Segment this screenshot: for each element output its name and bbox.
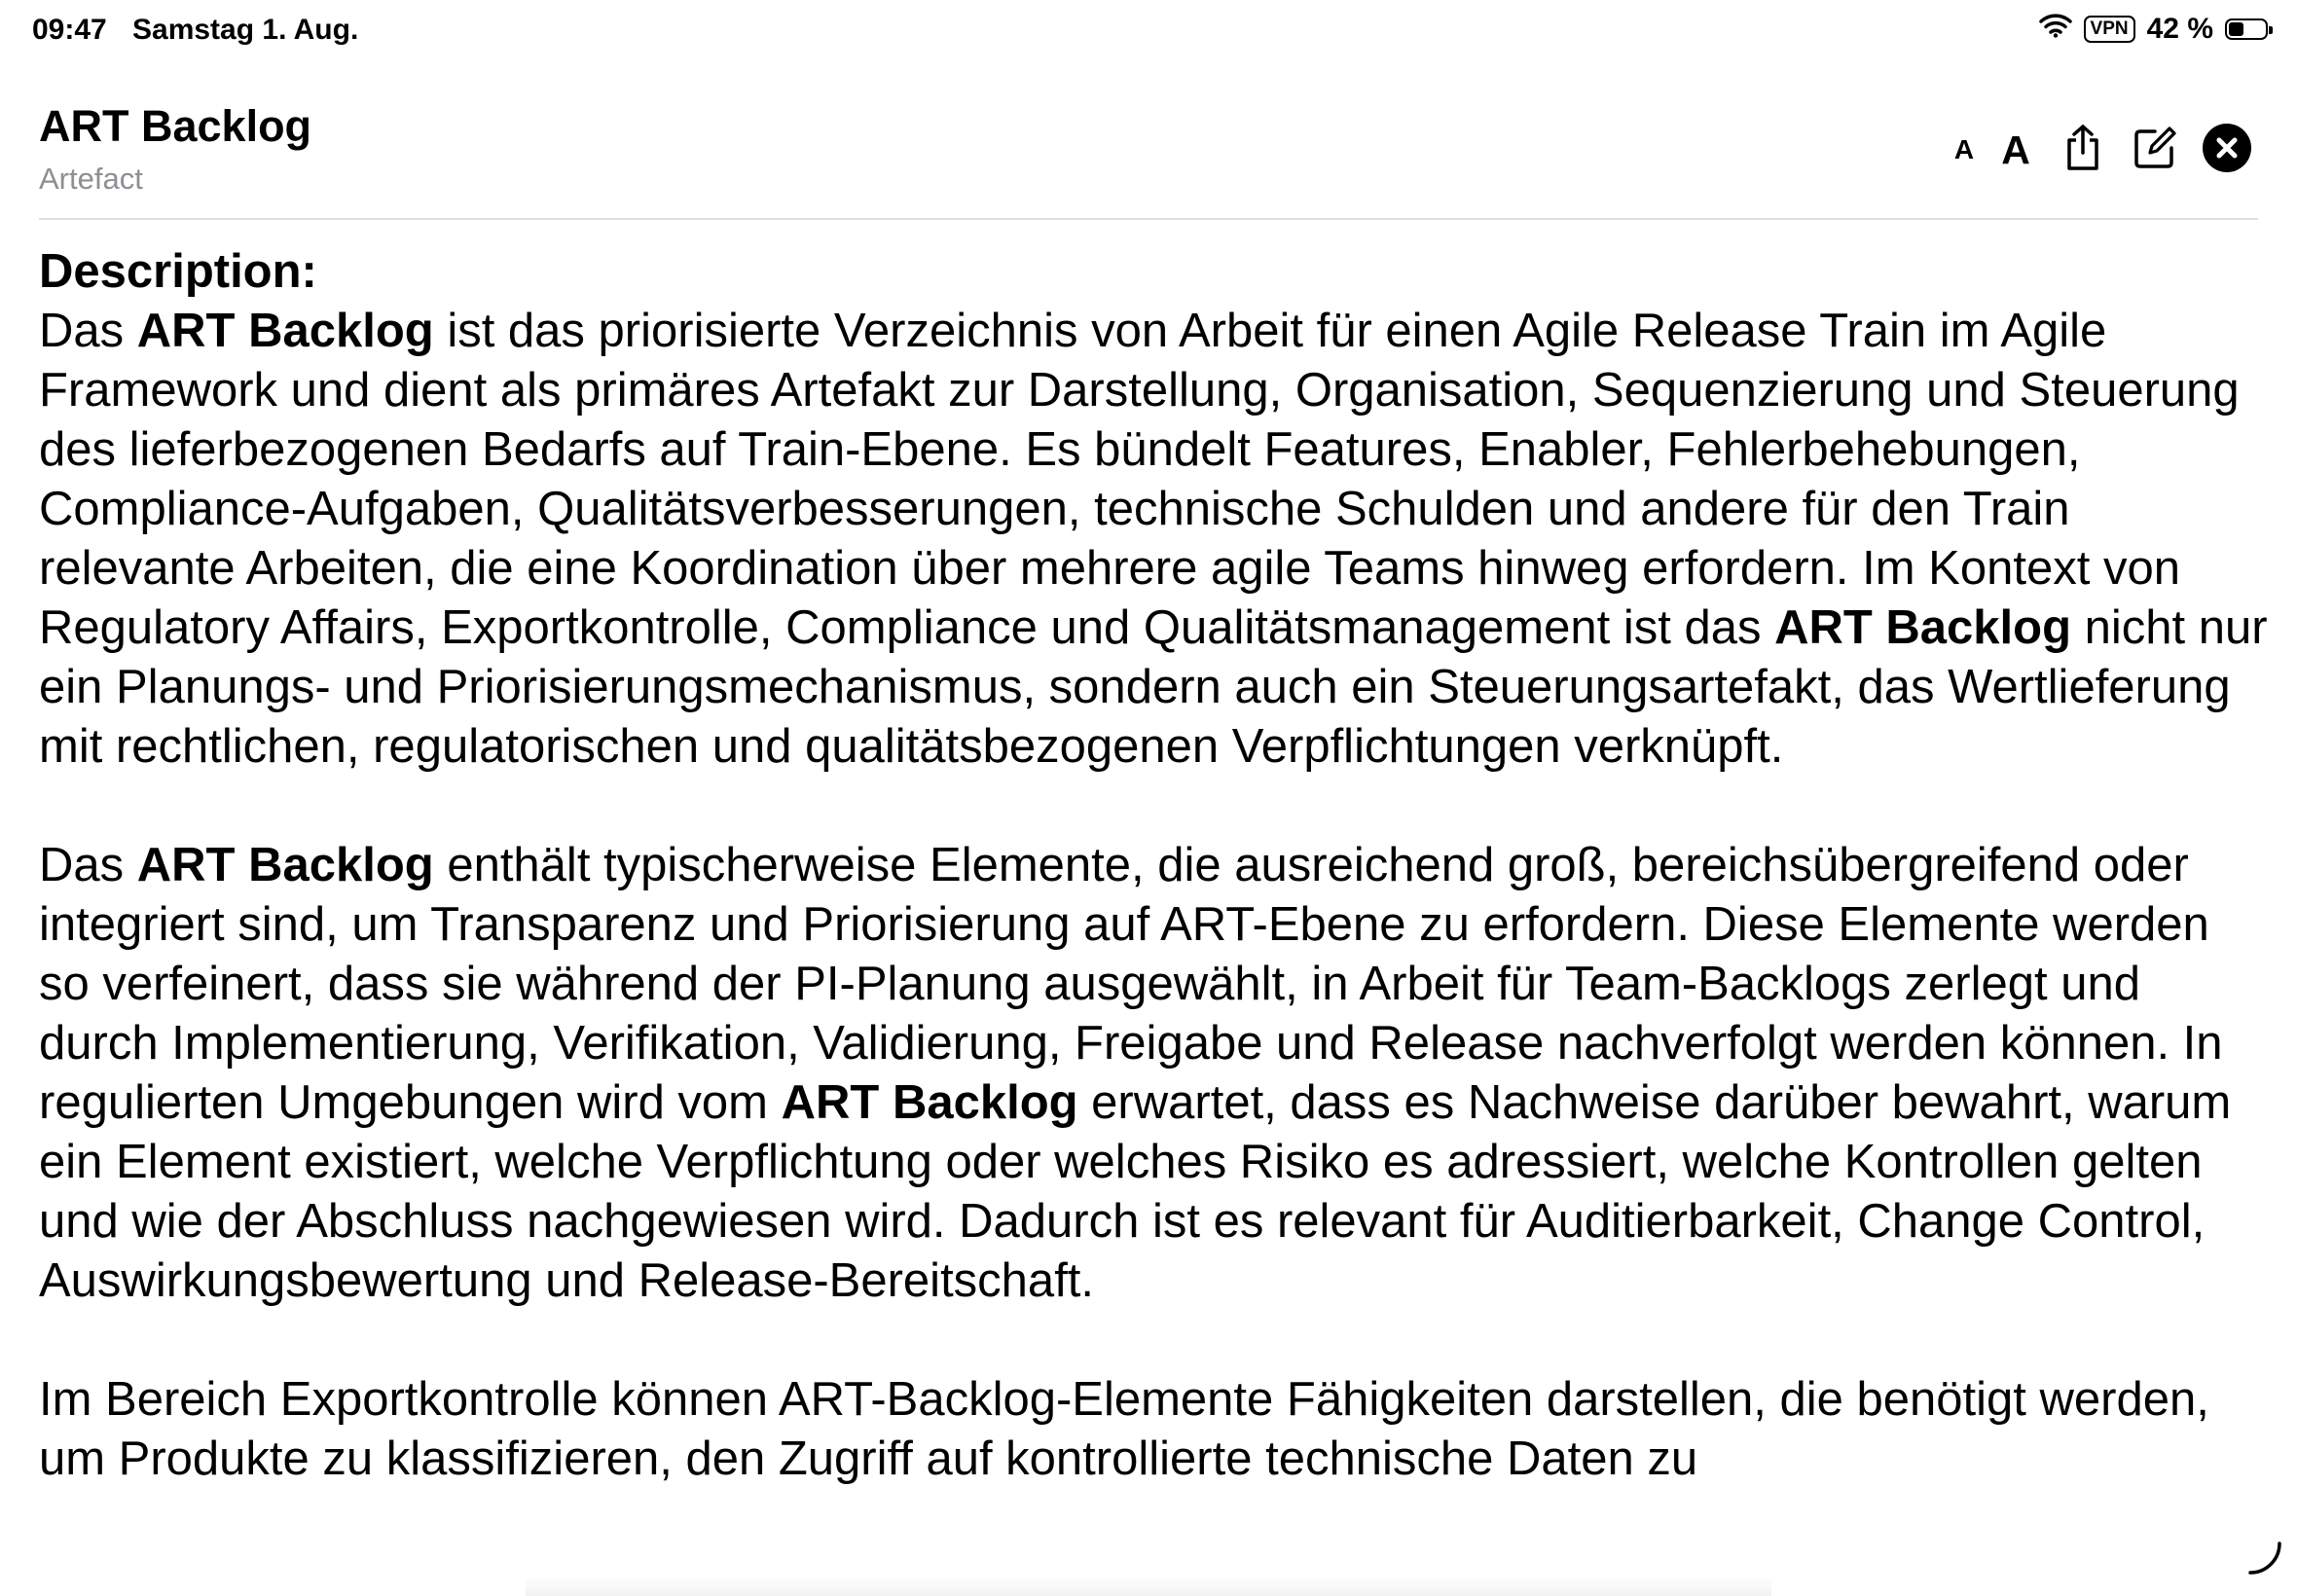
decrease-font-button[interactable]: A: [1953, 134, 1975, 164]
home-indicator: [526, 1577, 1771, 1596]
header-divider: [39, 218, 2258, 220]
paragraph-text: nicht nur ein Planungs- und Priorisierungsmechanismus, sondern auch ein Steuerungsartefakt, das Wertlieferung mit rechtlichen, regulatorischen und qualitätsbezogenen Verpflichtungen verknüpft.: [39, 601, 2268, 773]
document-content: [39, 241, 2268, 1511]
description-paragraph: [39, 836, 2268, 1311]
paragraph-text: Das: [39, 305, 137, 357]
loading-spinner-icon: [2246, 1540, 2281, 1579]
increase-font-button[interactable]: A: [2001, 127, 2030, 172]
battery-icon: [2225, 18, 2268, 40]
paragraph-text: erwartet, dass es Nachweise darüber bewahrt, warum ein Element existiert, welche Verpflichtung oder welches Risiko es adressiert, welche Kontrollen gelten und wie der Abschluss nachgewiesen wird. Dadurch ist es relevant für Auditierbarkeit, Change Control, Auswirkungsbewertung und Release-Bereitschaft.: [39, 1076, 2232, 1307]
vpn-badge: VPN: [2084, 16, 2135, 43]
share-icon: [2062, 124, 2103, 177]
close-icon: [2203, 124, 2251, 177]
description-paragraph: [39, 1370, 2268, 1489]
document-header: [39, 99, 311, 199]
paragraph-text: Das: [39, 839, 137, 891]
battery-level: [2229, 22, 2243, 36]
term-highlight: ART Backlog: [1774, 601, 2072, 654]
battery-percent: 42 %: [2146, 13, 2213, 45]
term-highlight: ART Backlog: [781, 1076, 1078, 1129]
compose-icon: [2133, 126, 2177, 175]
edit-button[interactable]: [2126, 121, 2184, 179]
page-title: ART Backlog: [39, 101, 312, 151]
status-time: 09:47: [32, 14, 107, 46]
term-highlight: ART Backlog: [136, 839, 434, 891]
description-body: [39, 302, 2268, 1489]
battery-cap: [2269, 26, 2273, 34]
toolbar: [1945, 121, 2256, 179]
description-paragraph: [39, 302, 2268, 777]
description-label: Description:: [39, 245, 317, 298]
close-button[interactable]: [2198, 121, 2256, 179]
paragraph-text: enthält typischerweise Elemente, die ausreichend groß, bereichsübergreifend oder integriert sind, um Transparenz und Priorisierung auf ART-Ebene zu erfordern. Diese Elemente werden so verfeinert, dass sie während der PI-Planung ausgewählt, in Arbeit für Team-Backlogs zerlegt und durch Implementierung, Verifikation, Validierung, Freigabe und Release nachverfolgt werden können. In regulierten Umgebungen wird vom: [39, 839, 2223, 1129]
status-indicators: [2039, 13, 2268, 46]
status-bar: [0, 0, 2297, 60]
term-highlight: ART Backlog: [136, 305, 434, 357]
status-date: Samstag 1. Aug.: [132, 14, 359, 46]
share-button[interactable]: [2054, 121, 2112, 179]
wifi-icon: [2039, 13, 2072, 46]
page-subtitle: Artefact: [39, 162, 143, 196]
paragraph-text: Im Bereich Exportkontrolle können ART-Backlog-Elemente Fähigkeiten darstellen, die benötigt werden, um Produkte zu klassifizieren, den Zugriff auf kontrollierte technische Daten zu: [39, 1373, 2209, 1485]
paragraph-text: ist das priorisierte Verzeichnis von Arbeit für einen Agile Release Train im Agile Framework und dient als primäres Artefakt zur Darstellung, Organisation, Sequenzierung und Steuerung des lieferbezogenen Bedarfs auf Train-Ebene. Es bündelt Features, Enabler, Fehlerbehebungen, Compliance-Aufgaben, Qualitätsverbesserungen, technische Schulden und andere für den Train relevante Arbeiten, die eine Koordination über mehrere agile Teams hinweg erfordern. Im Kontext von Regulatory Affairs, Exportkontrolle, Compliance und Qualitätsmanagement ist das: [39, 305, 2240, 654]
